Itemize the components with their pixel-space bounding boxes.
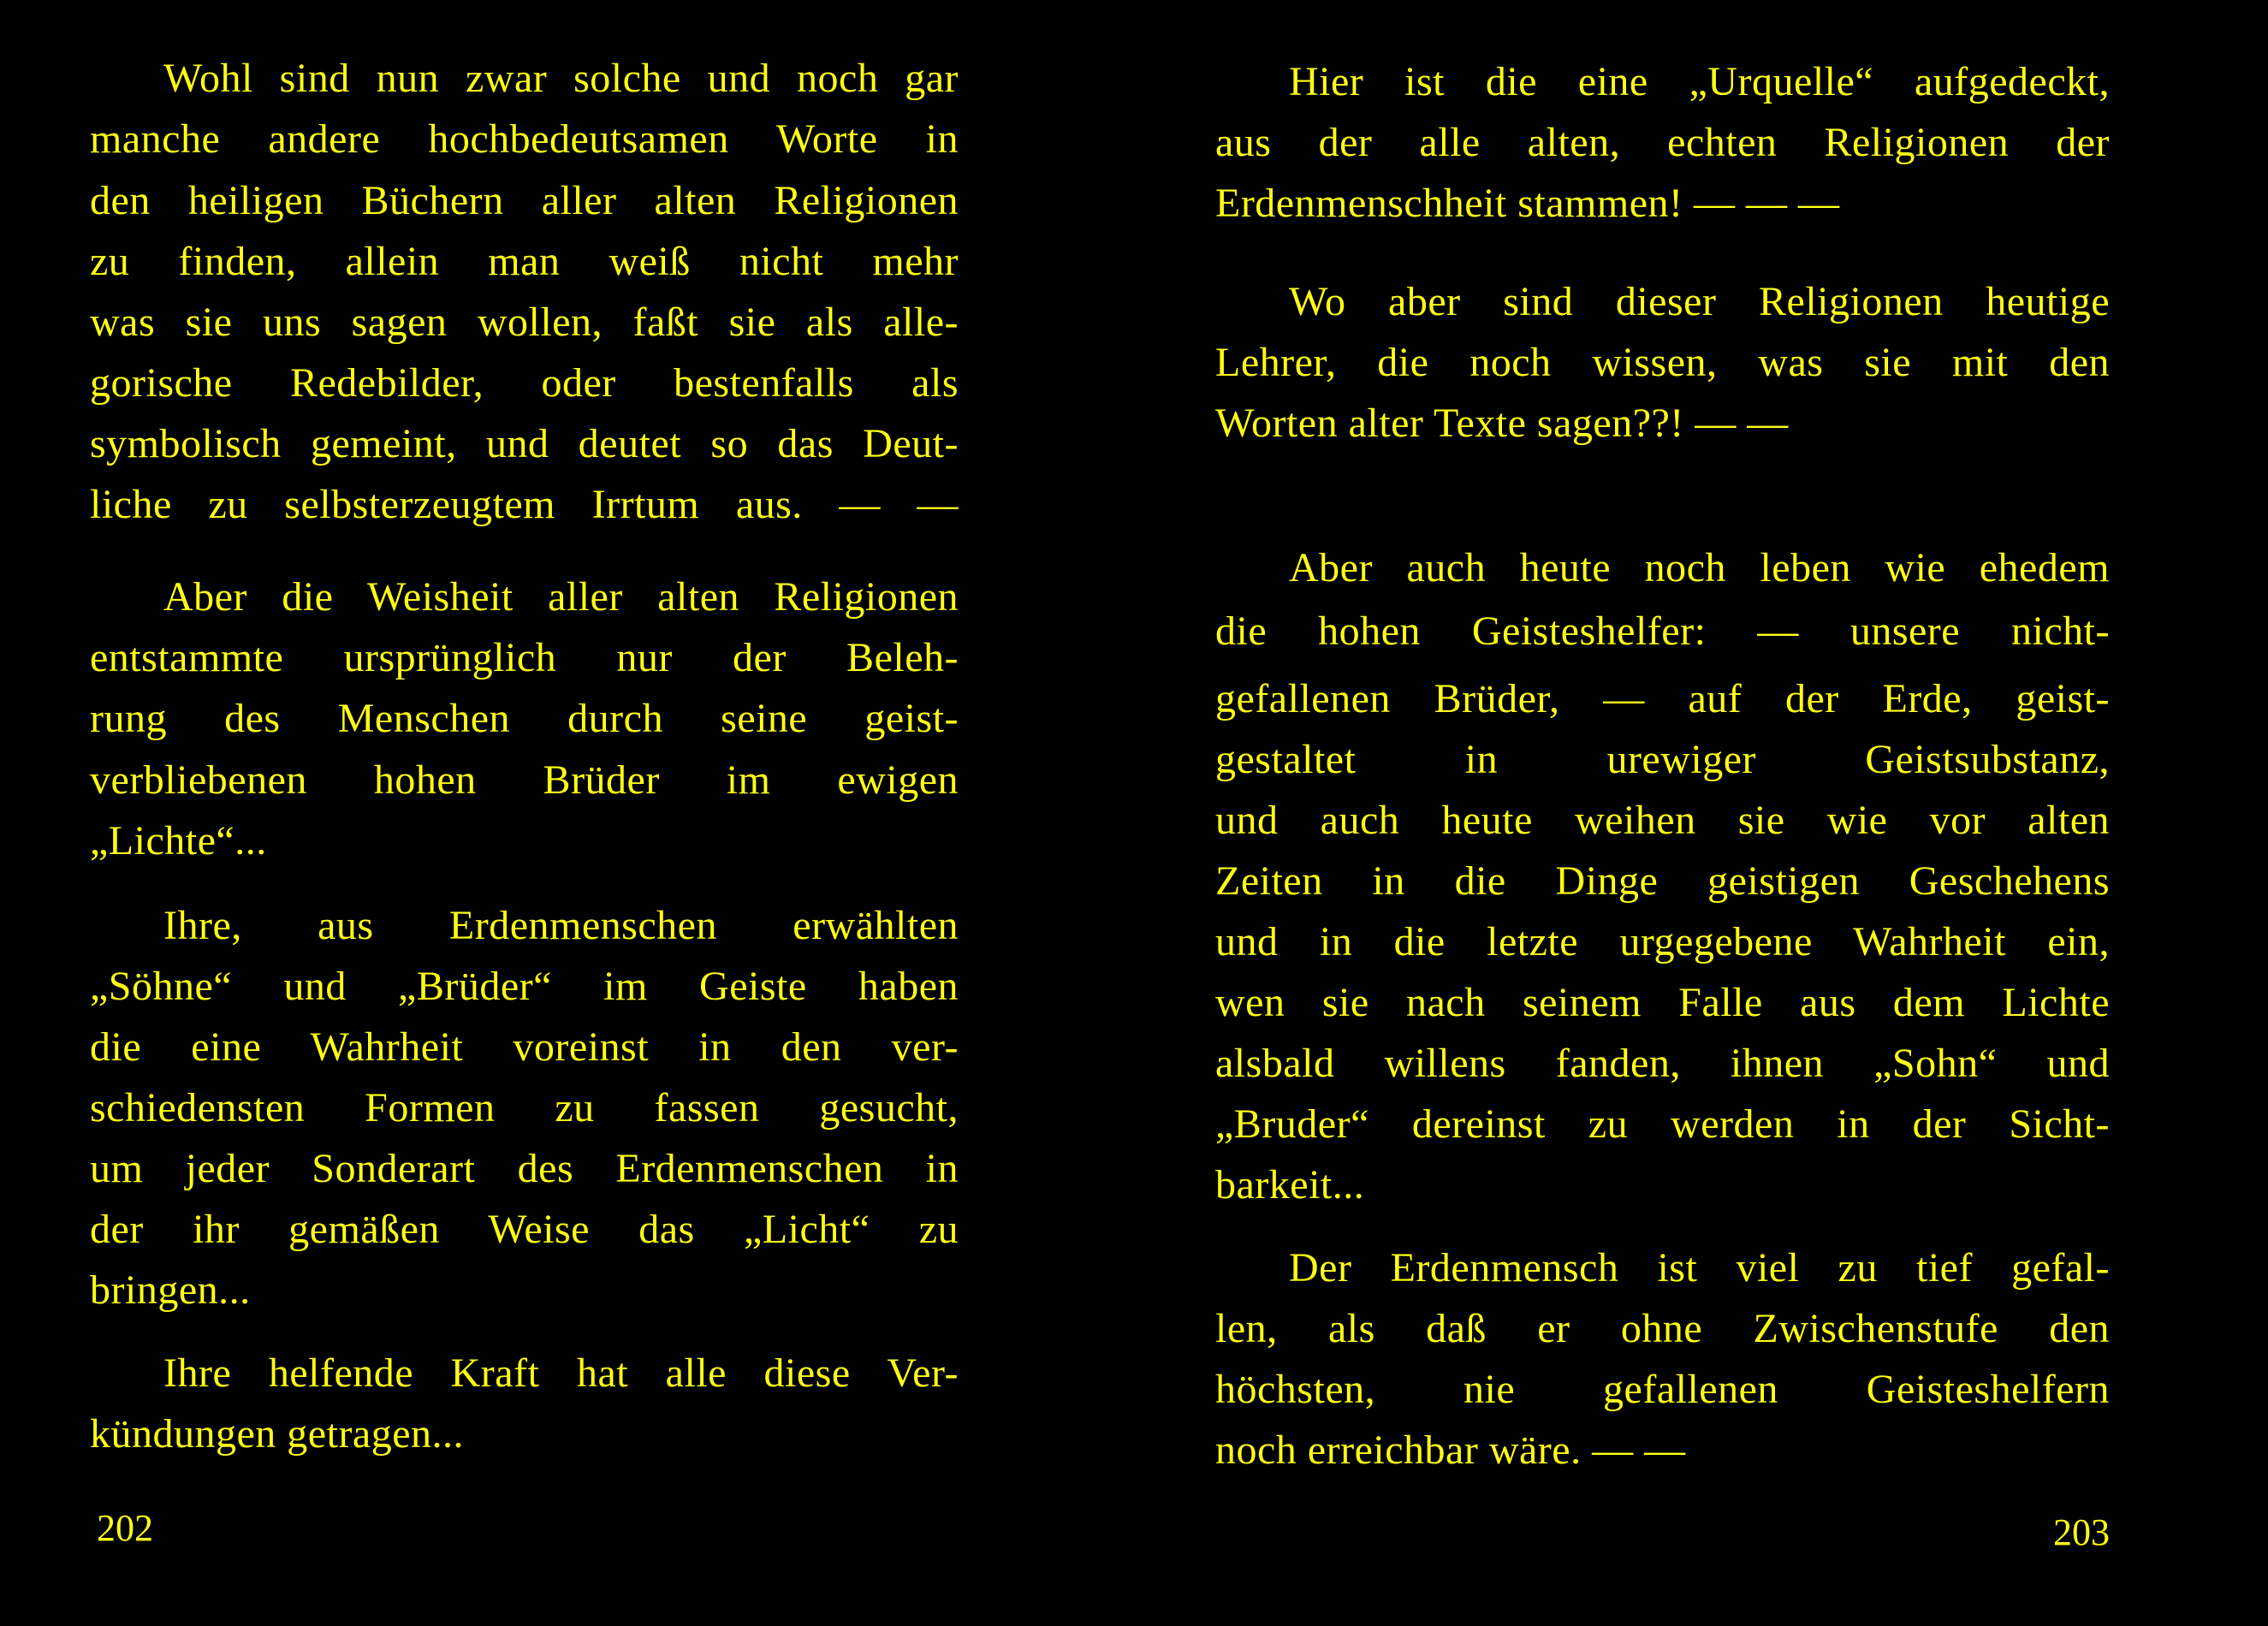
left-line-20: bringen...	[90, 1267, 251, 1313]
right-line-19: len, als daß er ohne Zwischenstufe den	[1215, 1306, 2110, 1351]
left-line-6: gorische Redebilder, oder bestenfalls als	[90, 360, 959, 406]
right-line-3: Erdenmenschheit stammen! — — —	[1215, 181, 1840, 226]
right-line-6: Worten alter Texte sagen??! — —	[1215, 401, 1789, 446]
left-line-11: rung des Menschen durch seine geist-	[90, 696, 959, 741]
left-line-7: symbolisch gemeint, und deutet so das Deut-	[90, 421, 959, 466]
right-line-12: Zeiten in die Dinge geistigen Geschehens	[1215, 858, 2110, 904]
right-line-15: alsbald willens fanden, ihnen „Sohn“ und	[1215, 1041, 2110, 1086]
left-line-13: „Lichte“...	[90, 818, 267, 863]
left-page-number: 202	[97, 1507, 153, 1549]
left-line-14: Ihre, aus Erdenmenschen erwählten	[163, 903, 959, 948]
left-line-8: liche zu selbsterzeugtem Irrtum aus. — —	[90, 482, 959, 527]
left-line-4: zu finden, allein man weiß nicht mehr	[90, 239, 959, 284]
right-line-2: aus der alle alten, echten Religionen der	[1215, 120, 2110, 165]
right-line-7: Aber auch heute noch leben wie ehedem	[1289, 545, 2110, 590]
right-line-17: barkeit...	[1215, 1162, 1365, 1208]
left-page	[90, 0, 959, 1626]
right-line-1: Hier ist die eine „Urquelle“ aufgedeckt,	[1289, 59, 2110, 104]
right-line-9: gefallenen Brüder, — auf der Erde, geist-	[1215, 676, 2110, 721]
right-line-8: die hohen Geisteshelfer: — unsere nicht-	[1215, 608, 2110, 654]
right-line-21: noch erreichbar wäre. — —	[1215, 1427, 1686, 1473]
left-line-3: den heiligen Büchern aller alten Religionen	[90, 178, 959, 223]
right-line-10: gestaltet in urewiger Geistsubstanz,	[1215, 737, 2110, 782]
right-line-14: wen sie nach seinem Falle aus dem Lichte	[1215, 980, 2110, 1025]
right-line-20: höchsten, nie gefallenen Geisteshelfern	[1215, 1367, 2110, 1412]
right-line-4: Wo aber sind dieser Religionen heutige	[1289, 279, 2110, 324]
left-line-10: entstammte ursprünglich nur der Beleh-	[90, 635, 959, 680]
left-line-2: manche andere hochbedeutsamen Worte in	[90, 116, 959, 162]
left-line-18: um jeder Sonderart des Erdenmenschen in	[90, 1146, 959, 1191]
left-line-21: Ihre helfende Kraft hat alle diese Ver-	[163, 1350, 959, 1396]
left-line-22: kündungen getragen...	[90, 1411, 465, 1457]
left-line-12: verbliebenen hohen Brüder im ewigen	[90, 757, 959, 803]
left-line-5: was sie uns sagen wollen, faßt sie als alle-	[90, 300, 959, 345]
right-line-18: Der Erdenmensch ist viel zu tief gefal-	[1289, 1245, 2110, 1291]
right-line-13: und in die letzte urgegebene Wahrheit ein,	[1215, 919, 2110, 964]
left-line-1: Wohl sind nun zwar solche und noch gar	[163, 56, 959, 101]
right-line-5: Lehrer, die noch wissen, was sie mit den	[1215, 340, 2110, 385]
left-line-15: „Söhne“ und „Brüder“ im Geiste haben	[90, 964, 959, 1009]
right-line-16: „Bruder“ dereinst zu werden in der Sicht-	[1215, 1101, 2110, 1147]
right-page-number: 203	[2053, 1511, 2110, 1553]
right-line-11: und auch heute weihen sie wie vor alten	[1215, 798, 2110, 843]
right-page	[1215, 0, 2110, 1626]
left-line-9: Aber die Weisheit aller alten Religionen	[163, 574, 959, 620]
left-line-17: schiedensten Formen zu fassen gesucht,	[90, 1085, 959, 1130]
left-line-16: die eine Wahrheit voreinst in den ver-	[90, 1024, 959, 1070]
left-line-19: der ihr gemäßen Weise das „Licht“ zu	[90, 1207, 959, 1252]
